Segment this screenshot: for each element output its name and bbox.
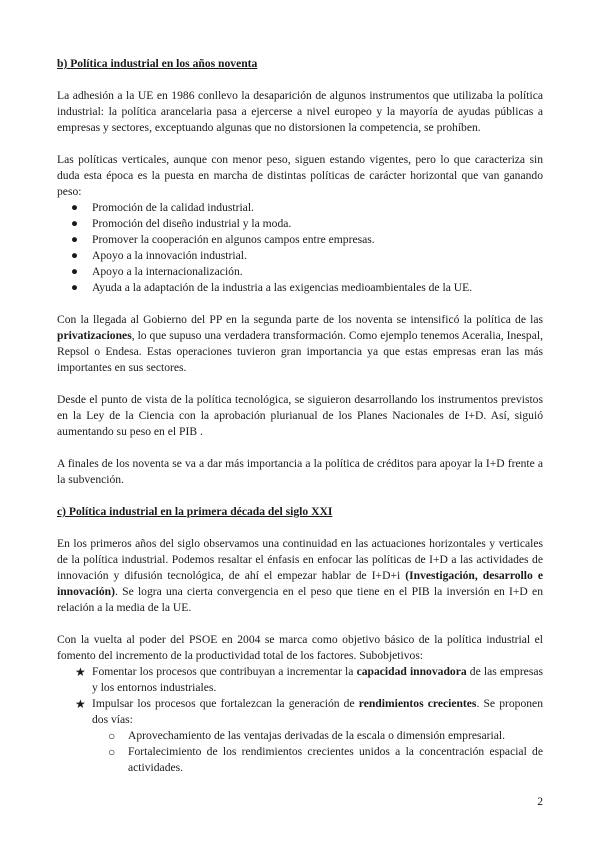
bullet-icon: ● [71,265,79,278]
star-icon: ★ [75,665,86,679]
circle-bullet-icon: ○ [108,745,116,759]
horizontal-policies-list [57,200,543,296]
bullet-icon: ● [71,217,79,230]
bullet-icon: ● [71,249,79,262]
list-item: ● Ayuda a la adaptación de la industria a las exigencias medioambientales de la UE. [71,281,473,294]
section-b-paragraph-1: La adhesión a la UE en 1986 conllevo la desaparición de algunos instrumentos que utilizaba la política industrial: la política arancelaria pasa a ejercerse a nivel europeo y la mayoría de ayudas públicas a empresas y sectores, exceptuando algunas que no distorsionen la competencia, se prohíben. [57,89,543,134]
list-item: ○ Aprovechamiento de las ventajas derivadas de la escala o dimensión empresarial. [108,729,505,743]
list-item: ● Promoción del diseño industrial y la moda. [71,217,292,230]
circle-bullet-icon: ○ [108,729,116,743]
list-item: ● Apoyo a la internacionalización. [71,265,243,278]
ways-list [92,728,543,776]
section-c-paragraph-1: En los primeros años del siglo observamos una continuidad en las actuaciones horizontales y verticales de la política industrial. Podemos resaltar el énfasis en enfocar las políticas de I+D a las actividades de innovación y difusión tecnológica, de ahí el empezar hablar de I+D+i (Investigación, desarrollo e innovación). Se logra una cierta convergencia en el peso que tiene en el PIB la inversión en I+D en relación a la media de la UE. [57,537,543,614]
list-item: ○ Fortalecimiento de los rendimientos crecientes unidos a la concentración espacial de actividades. [108,745,543,774]
section-b-paragraph-3: Con la llegada al Gobierno del PP en la segunda parte de los noventa se intensificó la política de las privatizaciones, lo que supuso una verdadera transformación. Como ejemplo tenemos Aceralia, Inespal, Repsol o Endesa. Estas operaciones tuvieron gran importancia ya que estas empresas eran las más importantes en sus sectores. [57,313,543,374]
list-item: ★ Impulsar los procesos que fortalezcan la generación de rendimientos crecientes. Se proponen dos vías: ○ Aprovechamiento de las ventajas derivadas de la escala o dimensión empresarial. ○ Fortalecimiento de los rendimientos crecientes unidos a la concentración espacial de actividades. [75,697,543,774]
list-item: ● Promoción de la calidad industrial. [71,201,254,214]
list-item: ● Promover la cooperación en algunos campos entre empresas. [71,233,375,246]
section-b-paragraph-5: A finales de los noventa se va a dar más importancia a la política de créditos para apoyar la I+D frente a la subvención. [57,457,543,486]
section-c-heading: c) Política industrial en la primera década del siglo XXI [57,505,333,518]
section-b-paragraph-4: Desde el punto de vista de la política tecnológica, se siguieron desarrollando los instrumentos previstos en la Ley de la Ciencia con la aprobación plurianual de los Planes Nacionales de I+D. Así, siguió aumentando su peso en el PIB . [57,393,543,438]
bullet-icon: ● [71,281,79,294]
list-item: ● Apoyo a la innovación industrial. [71,249,247,262]
bullet-icon: ● [71,201,79,214]
star-icon: ★ [75,697,86,711]
bullet-icon: ● [71,233,79,246]
list-item: ★ Fomentar los procesos que contribuyan a incrementar la capacidad innovadora de las empresas y los entornos industriales. [75,665,543,694]
document-page [57,56,543,776]
section-b-heading: b) Política industrial en los años noventa [57,57,258,70]
section-c-paragraph-2: Con la vuelta al poder del PSOE en 2004 se marca como objetivo básico de la política industrial el fomento del incremento de la productividad total de los factores. Subobjetivos: [57,633,543,662]
section-b-paragraph-2: Las políticas verticales, aunque con menor peso, siguen estando vigentes, pero lo que caracteriza sin duda esta época es la puesta en marcha de distintas políticas de carácter horizontal que van ganando peso: [57,153,543,198]
page-number: 2 [537,795,543,808]
subobjectives-list [57,664,543,776]
